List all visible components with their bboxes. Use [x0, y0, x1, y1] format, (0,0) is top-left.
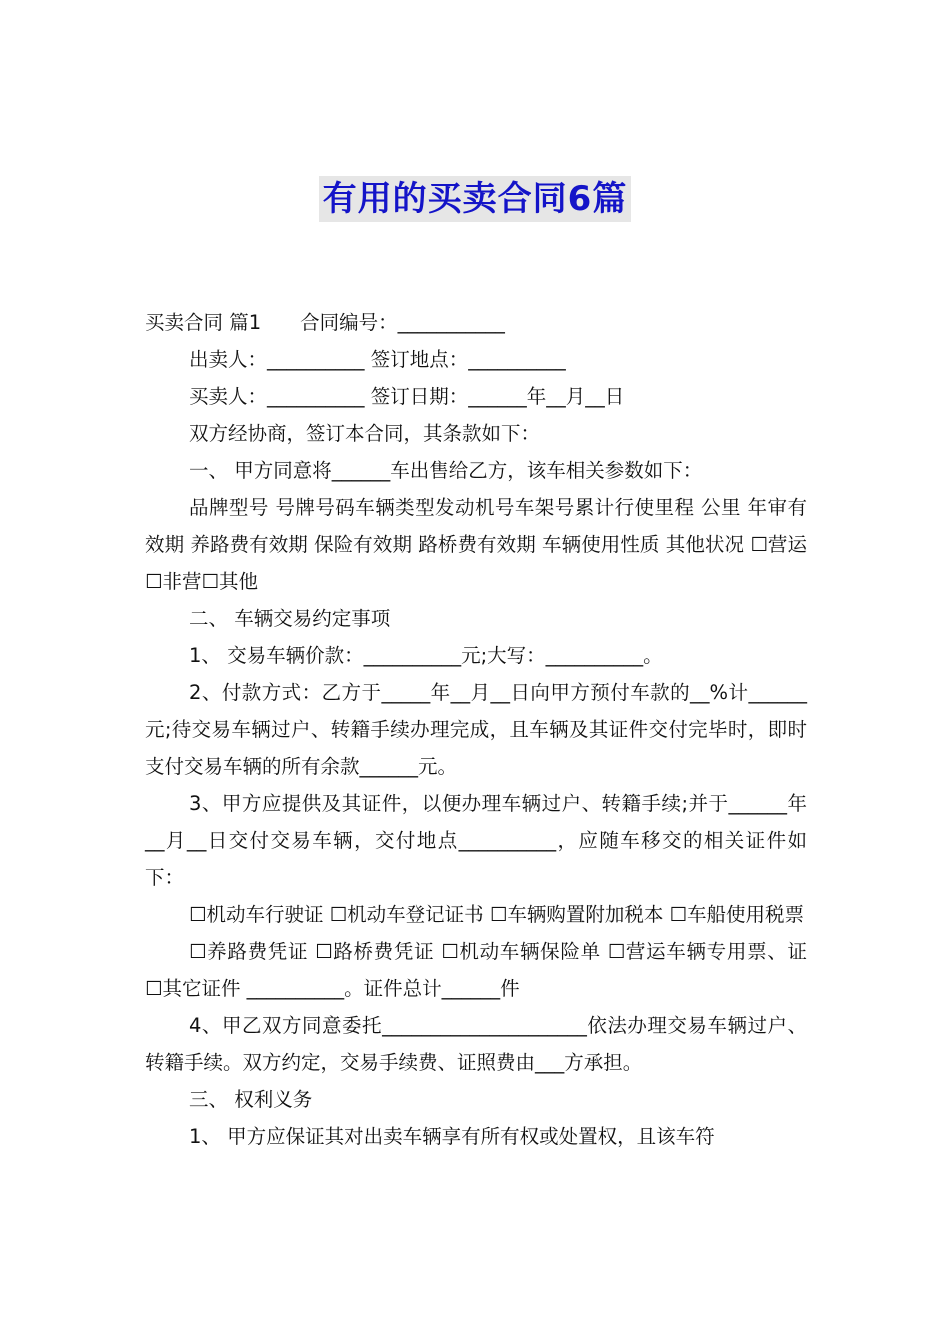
- contract-number-line: 买卖合同 篇1 合同编号：___________: [145, 311, 505, 334]
- buyer-line: 买卖人：__________ 签订日期：______年__月__日: [189, 385, 625, 408]
- section-two-heading: 二、 车辆交易约定事项: [189, 607, 391, 630]
- clause-entrust: 4、甲乙双方同意委托_____________________依法办理交易车辆过户、转籍手续。双方约定，交易手续费、证照费由___方承担。: [145, 1014, 807, 1074]
- document-body: [145, 304, 807, 1155]
- certificates-list-2: ☐养路费凭证 ☐路桥费凭证 ☐机动车辆保险单 ☐营运车辆专用票、证 ☐其它证件 __________。证件总计______件: [145, 940, 807, 1000]
- certificates-list-1: ☐机动车行驶证 ☐机动车登记证书 ☐车辆购置附加税本 ☐车船使用税票: [189, 903, 805, 926]
- section-one-heading: 一、 甲方同意将______车出售给乙方，该车相关参数如下：: [189, 459, 703, 482]
- title-area: [0, 176, 950, 222]
- document-title: 有用的买卖合同6篇: [319, 176, 632, 222]
- clause-price: 1、 交易车辆价款：__________元;大写：__________。: [189, 644, 663, 667]
- clause-ownership: 1、 甲方应保证其对出卖车辆享有所有权或处置权，且该车符: [189, 1125, 715, 1148]
- clause-payment: 2、付款方式：乙方于_____年__月__日向甲方预付车款的__%计______元;待交易车辆过户、转籍手续办理完成，且车辆及其证件交付完毕时，即时支付交易车辆的所有余款______元。: [145, 681, 807, 778]
- clause-delivery: 3、甲方应提供及其证件，以便办理车辆过户、转籍手续;并于______年__月__日交付交易车辆，交付地点__________，应随车移交的相关证件如下：: [145, 792, 807, 889]
- section-three-heading: 三、 权利义务: [189, 1088, 313, 1111]
- agreement-intro: 双方经协商，签订本合同，其条款如下：: [189, 422, 541, 445]
- vehicle-parameters: 品牌型号 号牌号码车辆类型发动机号车架号累计行使里程 公里 年审有效期 养路费有效期 保险有效期 路桥费有效期 车辆使用性质 其他状况 ☐营运☐非营☐其他: [145, 496, 807, 593]
- seller-line: 出卖人：__________ 签订地点：__________: [189, 348, 566, 371]
